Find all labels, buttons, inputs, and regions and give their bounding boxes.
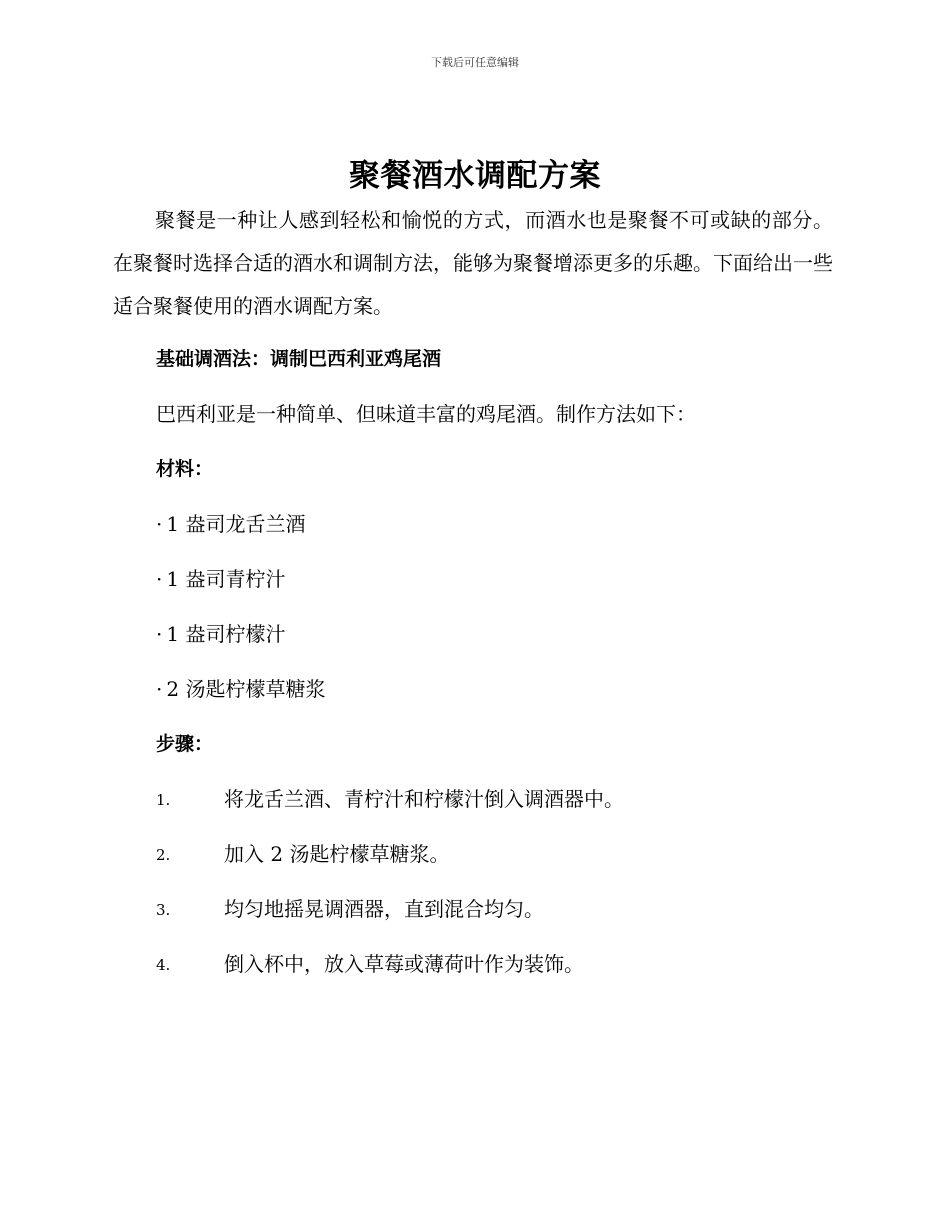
steps-heading: 步骤： bbox=[156, 733, 214, 755]
bullet-icon: · bbox=[156, 567, 163, 591]
materials-heading: 材料： bbox=[156, 458, 214, 480]
bullet-icon: · bbox=[156, 677, 163, 701]
step-number: 2. bbox=[156, 846, 171, 864]
material-item-text: 1 盎司柠檬汁 bbox=[166, 622, 286, 646]
material-item bbox=[156, 510, 305, 538]
material-item bbox=[156, 620, 285, 648]
page-header-note: 下载后可任意编辑 bbox=[431, 56, 519, 69]
intro-paragraph: 聚餐是一种让人感到轻松和愉悦的方式，而酒水也是聚餐不可或缺的部分。在聚餐时选择合适的酒水和调制方法，能够为聚餐增添更多的乐趣。下面给出一些适合聚餐使用的酒水调配方案。 bbox=[113, 208, 833, 318]
step-text: 将龙舌兰酒、青柠汁和柠檬汁倒入调酒器中。 bbox=[224, 787, 624, 811]
bullet-icon: · bbox=[156, 622, 163, 646]
bullet-icon: · bbox=[156, 512, 163, 536]
step-number: 1. bbox=[156, 791, 171, 809]
step-text: 均匀地摇晃调酒器，直到混合均匀。 bbox=[224, 897, 544, 921]
material-item-text: 1 盎司龙舌兰酒 bbox=[166, 512, 306, 536]
step-number: 4. bbox=[156, 956, 171, 974]
step-text: 倒入杯中，放入草莓或薄荷叶作为装饰。 bbox=[224, 952, 584, 976]
document-title: 聚餐酒水调配方案 bbox=[349, 158, 601, 194]
section-description: 巴西利亚是一种简单、但味道丰富的鸡尾酒。制作方法如下： bbox=[156, 402, 696, 426]
step-text: 加入 2 汤匙柠檬草糖浆。 bbox=[224, 842, 450, 866]
step-number: 3. bbox=[156, 901, 171, 919]
material-item bbox=[156, 675, 325, 703]
material-item-text: 1 盎司青柠汁 bbox=[166, 567, 286, 591]
material-item bbox=[156, 565, 285, 593]
material-item-text: 2 汤匙柠檬草糖浆 bbox=[166, 677, 326, 701]
section-heading: 基础调酒法：调制巴西利亚鸡尾酒 bbox=[156, 348, 442, 370]
